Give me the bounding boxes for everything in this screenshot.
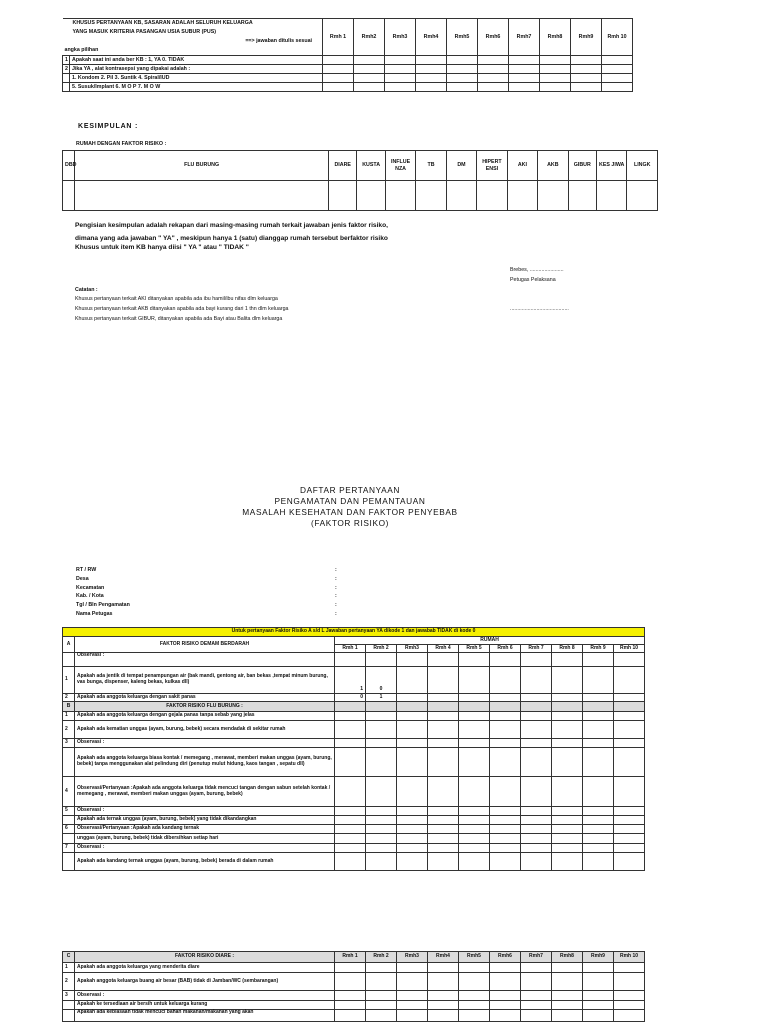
explanation-line: dimana yang ada jawaban " YA" , meskipun hanya 1 (satu) dianggap rumah tersebut berfaktor risiko [75,235,388,242]
col-header: Rmh9 [571,19,602,56]
diare-table [62,951,645,1022]
table-row: 2 Apakah ada anggota keluarga dengan sakit panas 0 1 [63,694,645,702]
col-header: DBD [63,151,75,181]
table-row: unggas (ayam, burung, bebek) tidak dibersihkan setiap hari [63,834,645,844]
table-row: Apakah ada ternak unggas (ayam, burung, bebek) yang tidak dikandangkan [63,816,645,825]
table-row: 2 Apakah ada kematian unggas (ayam, burung, bebek) secara mendadak di sekitar rumah [63,721,645,739]
info-fields: RT / RW : Desa : Kecamatan : Kab. / Kota : Tgl / Bln Pengamatan : Nama Petugas : [76,567,337,617]
table-row: 6 Observasi/Pertanyaan :Apakah ada kandang ternak [63,825,645,834]
rumah-header: RUMAH [335,637,645,645]
table-row: 5 Observasi : [63,807,645,816]
catatan-title: Catatan : [75,287,98,293]
col-header: Rmh5 [447,19,478,56]
table-row: 2 Jika YA , alat kontrasepsi yang dipakai adalah : [63,65,633,74]
table-row: Apakah ke tersediaan air bersih untuk keluarga kurang [63,1001,645,1010]
kb-header: KHUSUS PERTANYAAN KB, SASARAN ADALAH SELURUH KELUARGA YANG MASUK KRITERIA PASANGAN USIA SUBUR (PUS) ==> jawaban ditulis sesuai angka pilihan [63,19,323,56]
signature-line: ........................................ [510,306,569,312]
col-header: AKB [538,151,568,181]
col-header: HIPERT ENSI [477,151,507,181]
table-row: 3 Observasi : [63,991,645,1001]
table-row: Apakah ada kandang ternak unggas (ayam, burung, bebek) berada di dalam rumah [63,853,645,871]
table-row: 1 Apakah ada anggota keluarga dengan gejala panas tanpa sebab yang jelas [63,712,645,721]
col-header: Rmh2 [354,19,385,56]
col-header: Rmh3 [385,19,416,56]
table-row: 5. Susuk/Implant 6. M O P 7. M O W [63,83,633,92]
table-row: Observasi : [63,653,645,667]
table-row [63,181,658,211]
catatan-line: Khusus pertanyaan terkait AKI ditanyakan apabila ada ibu hamil/ibu nifas dlm keluarga [75,296,278,302]
col-header: AKI [507,151,537,181]
col-header: LINGK [627,151,658,181]
col-header: DM [446,151,476,181]
section-a-title: FAKTOR RISIKO DEMAM BERDARAH [75,637,335,653]
col-header: Rmh 10 [602,19,633,56]
table-row: Apakah ada anggota keluarga biasa kontak / memegang , merawat, memberi makan unggas (ayam, burung, bebek) tanpa menggunakan alat pelindung diri (penutup mulut hidung, kaos tangan , sepatu dll) [63,748,645,777]
section-header: C FAKTOR RISIKO DIARE : Rmh 1 Rmh 2 Rmh3 Rmh4 Rmh5 Rmh6 Rmh7 Rmh8 Rmh9 Rmh 10 [63,952,645,963]
col-header: Rmh4 [416,19,447,56]
kesimpulan-subtitle: RUMAH DENGAN FAKTOR RISIKO : [76,141,167,147]
col-header: Rmh6 [478,19,509,56]
table-row: 1 Apakah saat ini anda ber KB : 1, YA 0. TIDAK [63,56,633,65]
table-row: 4 Observasi/Pertanyaan :Apakah ada anggota keluarga tidak mencuci tangan dengan sabun setelah kontak / memegang , merawat, memberi makan unggas (ayam, burung, bebek) [63,777,645,807]
instruction-banner: Untuk pertanyaan Faktor Risiko A s/d L Jawaban pertanyaan YA dikode 1 dan jawabab TIDAK di kode 0 [63,628,645,637]
col-header: DIARE [329,151,357,181]
catatan-line: Khusus pertanyaan terkait AKB ditanyakan apabila ada bayi kurang dari 1 thn dlm keluarga [75,306,289,312]
col-header: Rmh 1 [323,19,354,56]
table-row: 2 Apakah anggota keluarga buang air besar (BAB) tidak di Jamban/WC (sembarangan) [63,973,645,991]
signature-role: Petugas Pelaksana [510,277,556,283]
col-header: Rmh8 [540,19,571,56]
col-header: KES JIWA [596,151,626,181]
col-header: Rmh7 [509,19,540,56]
table-row: 1. Kondom 2. Pil 3. Suntik 4. Spiral/IUD [63,74,633,83]
catatan-line: Khusus pertanyaan terkait GIBUR, ditanyakan apabila ada Bayi atau Balita dlm keluarga [75,316,283,322]
table-row: Apakah ada kebiasaan tidak mencuci bahan makanan/makanan yang akan [63,1010,645,1022]
section-header: B FAKTOR RISIKO FLU BURUNG : [63,702,645,712]
table-row: 1 Apakah ada anggota keluarga yang menderita diare [63,963,645,973]
kb-table [62,18,633,92]
signature-place: Brebes, ....................... [510,267,564,273]
col-header: TB [416,151,446,181]
explanation-line: Pengisian kesimpulan adalah rekapan dari masing-masing rumah terkait jawaban jenis faktor risiko, [75,222,388,229]
kesimpulan-table [62,150,658,211]
col-header: GIBUR [568,151,596,181]
risk-factor-table: Untuk pertanyaan Faktor Risiko A s/d L Jawaban pertanyaan YA dikode 1 dan jawabab TIDAK di kode 0 A FAKTOR RISIKO DEMAM BERDARAH RUMAH Rmh 1 Rmh 2 Rmh3 Rmh 4 Rmh 5 Rmh 6 Rmh 7 Rmh 8 Rmh 9 Rmh 10 Observasi : 1 Apakah ada jentik di tempat penampungan air (bak mandi, gentong air, ban bekas ,tempat minum burung, vas bunga, dispenser, kaleng bekas, kulkas dll) 1 0 2 Apakah ada anggota keluarga dengan sakit panas 0 1 B FAKTOR RISIKO FLU BURUNG : 1 Apakah ada anggota keluarga dengan gejala panas tanpa sebab yang jelas 2 Apakah ada kematian unggas (ayam, burung, bebek) secara mendadak di sekitar rumah 3 Observasi : Apakah ada anggota keluarga biasa kontak / memegang , merawat, memberi makan unggas (ayam, burung, bebek) tanpa menggunakan alat pelindung diri (penutup mulut hidung, kaos tangan , sepatu dll) 4 Observasi/Pertanyaan :Apakah ada anggota keluarga tidak mencuci tangan dengan sabun setelah kontak / memegang , merawat, memberi makan unggas (ayam, burung, bebek) 5 Observasi : Apakah ada ternak unggas (ayam, burung, bebek) yang tidak dikandangkan 6 Observasi/Pertanyaan :Apakah ada kandang ternak unggas (ayam, burung, bebek) tidak dibersihkan setiap hari 7 Observasi : Apakah ada kandang ternak unggas (ayam, burung, bebek) berada di dalam rumah [62,627,645,871]
table-row: 1 Apakah ada jentik di tempat penampungan air (bak mandi, gentong air, ban bekas ,tempat minum burung, vas bunga, dispenser, kaleng bekas, kulkas dll) 1 0 [63,667,645,694]
kesimpulan-title: KESIMPULAN : [78,123,139,130]
col-header: INFLUE NZA [385,151,415,181]
document-title: DAFTAR PERTANYAAN PENGAMATAN DAN PEMANTAUAN MASALAH KESEHATAN DAN FAKTOR PENYEBAB (FAKTOR RISIKO) [242,485,458,528]
col-header: KUSTA [357,151,385,181]
table-row: 3 Observasi : [63,739,645,748]
col-header: FLU BURUNG [75,151,329,181]
explanation-line: Khusus untuk item KB hanya diisi " YA " atau " TIDAK " [75,244,249,251]
table-row: 7 Observasi : [63,844,645,853]
